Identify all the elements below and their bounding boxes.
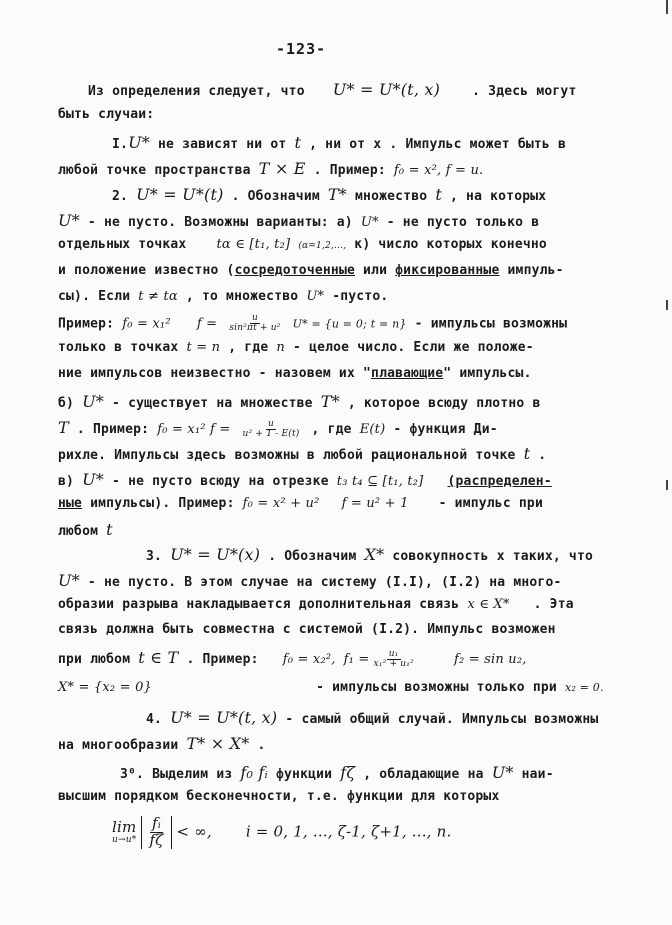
text-line: только в точках t = n , где n - целое число. Если же положе- (58, 340, 534, 355)
text-line: высшим порядком бесконечности, т.е. функции для которых (58, 789, 500, 804)
fraction: $\frac{u}{\text{sin²πt + u²}}$ (229, 313, 281, 334)
scan-edge-mark (666, 300, 668, 310)
limit-operator: lim u→u* (112, 818, 137, 845)
text-line: в) U* - не пусто всюду на отрезке t₃ t₄ ⊆ [t₁, t₂] (распределен- (58, 470, 552, 489)
text-line: любой точке пространства T × E . Пример: f₀ = x², f = u. (58, 159, 484, 178)
text-line: на многообразии T* × X* . (58, 734, 266, 753)
text-line: и положение известно (сосредоточенные или фиксированные импуль- (58, 263, 564, 278)
text-line: при любом t ∈ T . Пример: f₀ = x₂², f₁ = $\frac{\text{u₁}}{\text{x₁² + u₁²}}$ f₂ = sin u₂, (58, 648, 527, 669)
limit-formula: lim u→u* $\frac{\text{fᵢ}}{f\zeta}$ < ∞, i = 0, 1, ..., ζ-1, ζ+1, ..., n. (112, 814, 452, 849)
fraction: $\frac{u}{\text{u² + 1 - E(t)}}$ (242, 418, 300, 439)
text-line: 3⁰. Выделим из f₀ fᵢ функции fζ , обладающие на U* наи- (120, 763, 554, 782)
text-line: 4. U* = U*(t, x) - самый общий случай. Импульсы возможны (146, 708, 599, 727)
text-line: I.U* не зависят ни от t , ни от x . Импульс может быть в (112, 133, 566, 152)
text-line: б) U* - существует на множестве T* , которое всюду плотно в (58, 392, 541, 411)
text-line: образии разрыва накладывается дополнительная связь x ∈ X* . Эта (58, 597, 574, 612)
text-line: ные импульсы). Пример: f₀ = x² + u² f = u² + 1 - импульс при (58, 496, 543, 511)
text-line: Пример: f₀ = x₁² f = $\frac{u}{\text{sin²πt + u²}}$ U* = {u = 0; t = n} - импульсы возможны (58, 313, 568, 334)
text-line: рихле. Импульсы здесь возможны в любой рациональной точке t . (58, 444, 547, 463)
text-line: сы). Если t ≠ tα , то множество U* -пусто. (58, 289, 389, 304)
scan-edge-mark (666, 0, 668, 14)
text-line: 3. U* = U*(x) . Обозначим X* совокупность x таких, что (146, 545, 594, 564)
page-number: -123- (276, 40, 327, 58)
text-line: Из определения следует, что U* = U*(t, x) . Здесь могут (88, 80, 577, 99)
fraction: $\frac{\text{fᵢ}}{f\zeta}$ (149, 814, 164, 849)
text-line: отдельных точках tα ∈ [t₁, t₂] (α=1,2,..., к) число которых конечно (58, 237, 547, 252)
text-line: T . Пример: f₀ = x₁² f = $\frac{u}{\text{u² + 1 - E(t)}}$ , где E(t) - функция Ди- (58, 418, 498, 439)
text-line: связь должна быть совместна с системой (I.2). Импульс возможен (58, 622, 556, 637)
text-line: любом t (58, 520, 113, 539)
absolute-value (141, 816, 171, 849)
text-line: быть случаи: (58, 107, 155, 122)
fraction: $\frac{\text{u₁}}{\text{x₁² + u₁²}}$ (373, 648, 414, 669)
text-line: U* - не пусто. Возможны варианты: а) U* - не пусто только в (58, 211, 540, 230)
text-line: ние импульсов неизвестно - назовем их "плавающие" импульсы. (58, 366, 532, 381)
scan-edge-mark (666, 480, 668, 490)
text-line: 2. U* = U*(t) . Обозначим T* множество t , на которых (112, 185, 547, 204)
text-line: U* - не пусто. В этом случае на систему (I.I), (I.2) на много- (58, 571, 562, 590)
text-line: X* = {x₂ = 0} - импульсы возможны только при x₂ = 0. (58, 680, 604, 695)
